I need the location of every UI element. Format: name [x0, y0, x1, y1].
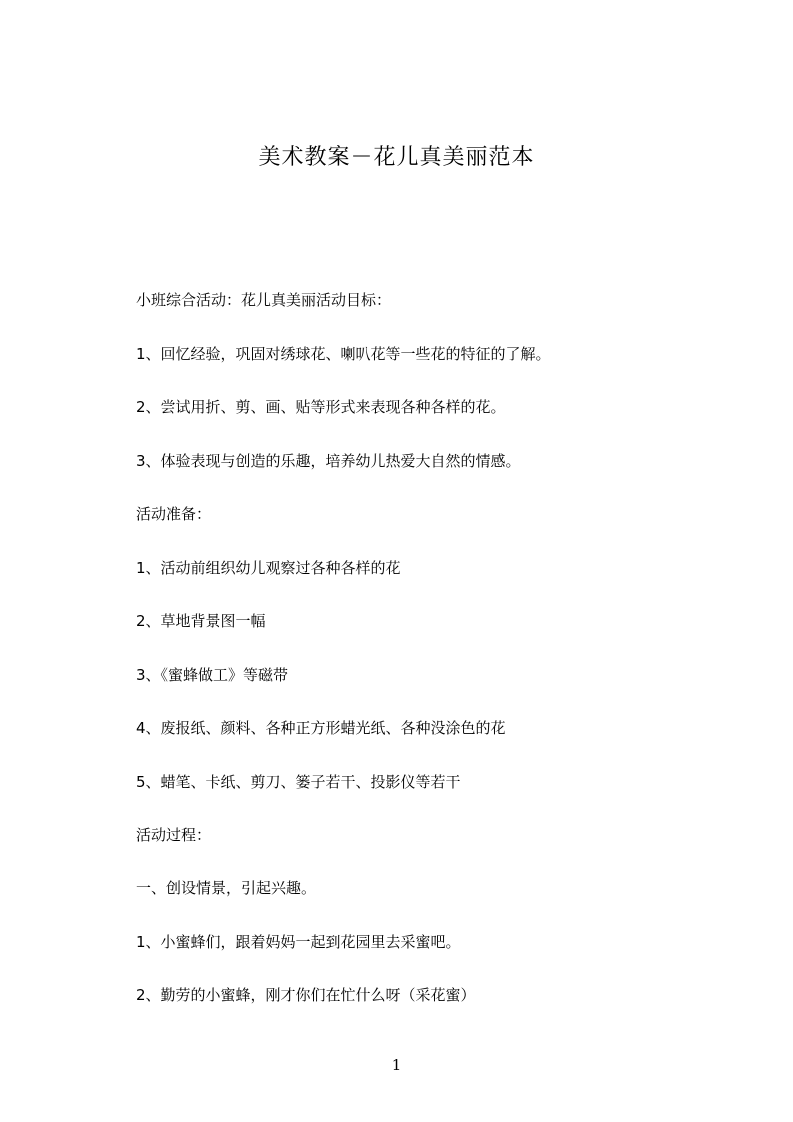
paragraph-line: 小班综合活动：花儿真美丽活动目标： — [136, 291, 392, 309]
section-heading: 活动准备： — [136, 505, 212, 523]
paragraph-line: 一、创设情景，引起兴趣。 — [136, 879, 317, 897]
paragraph-line: 4、废报纸、颜料、各种正方形蜡光纸、各种没涂色的花 — [136, 719, 506, 737]
paragraph-line: 1、回忆经验，巩固对绣球花、喇叭花等一些花的特征的了解。 — [136, 345, 551, 363]
paragraph-line: 2、草地背景图一幅 — [136, 612, 266, 630]
paragraph-line: 3、体验表现与创造的乐趣，培养幼儿热爱大自然的情感。 — [136, 452, 521, 470]
paragraph-line: 2、尝试用折、剪、画、贴等形式来表现各种各样的花。 — [136, 398, 506, 416]
paragraph-line: 1、小蜜蜂们，跟着妈妈一起到花园里去采蜜吧。 — [136, 933, 461, 951]
paragraph-line: 5、蜡笔、卡纸、剪刀、篓子若干、投影仪等若干 — [136, 773, 461, 791]
paragraph-line: 2、勤劳的小蜜蜂，刚才你们在忙什么呀（采花蜜） — [136, 986, 476, 1004]
paragraph-line: 1、活动前组织幼儿观察过各种各样的花 — [136, 559, 401, 577]
paragraph-line: 3、《蜜蜂做工》等磁带 — [136, 666, 289, 684]
page-number: 1 — [391, 1056, 402, 1074]
section-heading: 活动过程： — [136, 826, 212, 844]
document-title: 美术教案－花儿真美丽范本 — [258, 145, 535, 170]
